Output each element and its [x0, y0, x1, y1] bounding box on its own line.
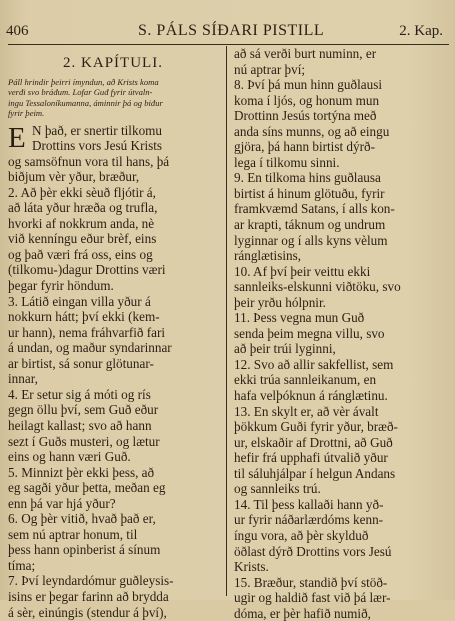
text-line: Drottins vors Jesú Krists: [32, 138, 163, 154]
text-line: tíma;: [8, 557, 36, 573]
text-line: ekki trúa sannleikanum, en: [234, 372, 377, 388]
text-line: koma í ljós, og honum mun: [234, 92, 380, 108]
text-line: og sannleiks trú.: [234, 481, 321, 497]
text-line: 2. Að þèr ekki sèuð fljótir á,: [8, 184, 156, 200]
text-line: Krists.: [234, 559, 269, 575]
text-line: og það væri frá oss, eins og: [8, 246, 153, 262]
summary-line: ingu Tessaloníkumanna, áminnir þá og biđur: [8, 97, 163, 108]
header-rule: [8, 44, 449, 45]
text-line: nú aptrar því;: [234, 61, 306, 77]
text-line: við kenníngu eður brèf, eins: [8, 231, 157, 247]
text-line: isins er þegar farinn að brydda: [8, 588, 169, 604]
text-line: innar,: [8, 371, 38, 387]
text-line: nokkurn hátt; því ekki (kem-: [8, 309, 160, 325]
text-line: ránglætisins,: [234, 248, 302, 264]
text-line: (tilkomu-)dagur Drottins væri: [8, 262, 166, 278]
text-line: sem nú aptrar honum, til: [8, 526, 138, 542]
text-line: 6. Og þèr vitið, hvað það er,: [8, 511, 156, 527]
text-line: lyginnar og í alls kyns vèlum: [234, 232, 388, 248]
text-line: biðjum vèr yður, bræður,: [8, 169, 140, 185]
text-line: þess hann opinberist á sínum: [8, 542, 161, 558]
summary-line: Páll hrindir þeirri ímyndun, að Krists koma: [8, 77, 159, 87]
text-line: senda þeim megna villu, svo: [234, 325, 385, 341]
text-line: heilagt kallast; svo að hann: [8, 417, 152, 433]
text-line: sezt í Guðs musteri, og lætur: [8, 433, 160, 449]
chapter-summary: [8, 77, 218, 119]
chapter-heading: 2. KAPÍTULI.: [63, 55, 163, 71]
drop-cap: E: [8, 121, 26, 154]
text-line: 3. Látið eingan villa yður á: [8, 293, 151, 309]
text-line: 4. Er setur sig á móti og rís: [8, 386, 151, 402]
text-line: að þeir trúi lyginni,: [234, 341, 336, 357]
text-line: N það, er snertir tilkomu: [32, 122, 163, 138]
text-line: Drottinn Jesús tortýna með: [234, 108, 377, 124]
text-line: 12. Svo að allir sakfellist, sem: [234, 356, 394, 372]
text-line: og samsöfnun vora til hans, þá: [8, 153, 170, 169]
text-line: 15. Bræður, standið því stöð-: [234, 574, 388, 590]
text-line: legа í tilkomu sinni.: [234, 154, 340, 170]
left-column: [8, 46, 218, 620]
text-line: sannleiks-elskunni viðtöku, svo: [234, 279, 401, 295]
text-line: þökkum Guði fyrir yður, bræð-: [234, 419, 398, 435]
text-line: 8. Því þá mun hinn guðlausi: [234, 77, 382, 93]
text-line: hafa velþóknun á ránglætinu.: [234, 388, 388, 404]
text-line: 5. Minnizt þèr ekki þess, að: [8, 464, 155, 480]
summary-line: fyrir þeim.: [8, 108, 45, 119]
text-line: íngu vora, að þèr skylduð: [234, 527, 369, 543]
text-line: framkvæmd Satans, í alls kon-: [234, 201, 395, 217]
text-line: birtist á hinum glötuðu, fyrir: [234, 185, 385, 201]
text-line: 14. Til þess kallaði hann yð-: [234, 496, 384, 512]
text-line: ar krapti, táknum og undrum: [234, 217, 386, 233]
text-line: 13. En skylt er, að vèr ávalt: [234, 403, 379, 419]
text-line: 9. En tilkoma hins guðlausa: [234, 170, 381, 186]
text-line: 10. Af því þeir veittu ekki: [234, 263, 371, 279]
text-line: anda síns munns, og að eingu: [234, 123, 390, 139]
text-line: gegn öllu því, sem Guð eður: [8, 402, 159, 418]
text-line: hefir frá upphafi útvalið yður: [234, 450, 388, 466]
text-line: ur hann), nema fráhvarfið fari: [8, 324, 166, 340]
running-header: [0, 20, 455, 42]
text-line: ur fyrir náðarlærdóms kenn-: [234, 512, 384, 528]
text-line: 11. Þess vegna mun Guð: [234, 310, 365, 326]
left-text-body: [8, 154, 218, 620]
text-line: 7. Því leyndardómur guðleysis-: [8, 573, 174, 589]
text-line: gjöra, þá hann birtist dýrð-: [234, 139, 375, 155]
text-line: ur, elskaðir af Drottni, að Guð: [234, 434, 393, 450]
text-line: eins og hann væri Guð.: [8, 449, 131, 465]
column-divider: [226, 46, 227, 596]
text-line: að sá verði burt numinn, er: [234, 46, 377, 61]
page-number: 406: [6, 23, 29, 39]
right-text-body: [234, 46, 444, 621]
text-line: dóma, er þèr hafið numið,: [234, 605, 371, 621]
text-line: enn þá var hjá yður?: [8, 495, 116, 511]
summary-line: verđi svo bráđum. Lofar Guđ fyrir útvaln-: [8, 87, 153, 98]
text-line: á undan, og maður syndarinnar: [8, 340, 172, 356]
text-line: ar birtist, sá sonur glötunar-: [8, 355, 154, 371]
text-line: hvorki af nokkrum anda, nè: [8, 215, 155, 231]
chapter-label: 2. Kap.: [399, 23, 443, 39]
text-line: öðlast dýrð Drottins vors Jesú: [234, 543, 392, 559]
text-line: að láta yður hræða og trufla,: [8, 200, 158, 216]
text-line: til sáluhjálpar í helgun Andans: [234, 465, 396, 481]
text-line: þeir yrðu hólpnir.: [234, 294, 326, 310]
text-line: eg sagði yður þetta, meðan eg: [8, 480, 166, 496]
text-line: á sèr, einúngis (stendur á því),: [8, 604, 167, 620]
right-column: [234, 46, 444, 621]
running-title: S. PÁLS SÍĐARI PISTILL: [138, 22, 325, 39]
opening-paragraph: [8, 123, 218, 154]
text-line: ugir og haldið fast við þá lær-: [234, 590, 391, 606]
text-line: þegar fyrir höndum.: [8, 278, 114, 294]
